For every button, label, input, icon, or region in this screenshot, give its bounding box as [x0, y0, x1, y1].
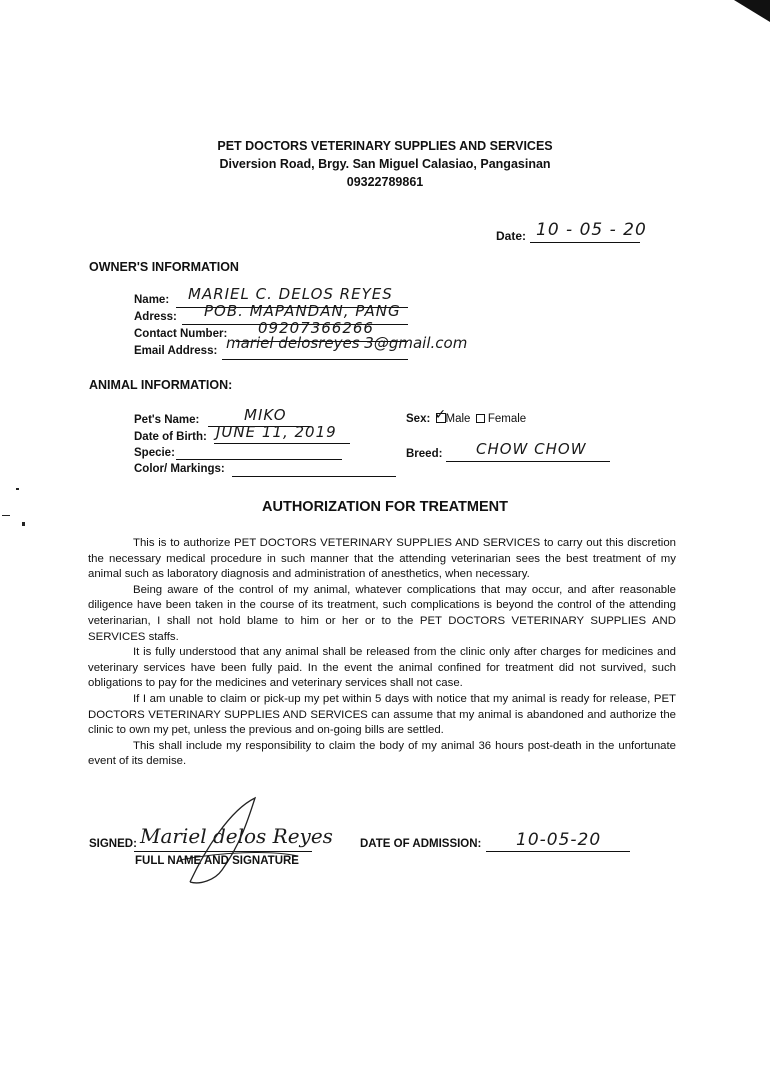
- authorization-paragraph: Being aware of the control of my animal, whatever complications that may occur, and after reasonable diligence have been taken in the course of its treatment, such complications is beyond the control of the attending veterinarian, I shall not hold blame to him or her or to the PET DOCTORS VETERINARY SUPPLIES AND SERVICES staffs.: [88, 583, 676, 643]
- breed-line: [446, 461, 610, 462]
- owner-contact-value: 09207366266: [258, 319, 374, 337]
- pet-name-value: MIKO: [244, 406, 287, 424]
- dob-line: [214, 443, 350, 444]
- admission-date-label: DATE OF ADMISSION:: [360, 838, 482, 850]
- owner-address-value: POB. MAPANDAN, PANG: [204, 302, 401, 320]
- owner-email-label: Email Address:: [134, 345, 218, 357]
- signature-flourish: [160, 790, 300, 890]
- sex-field: [406, 406, 527, 425]
- date-label: Date:: [496, 229, 527, 243]
- sex-male-checkbox[interactable]: [434, 406, 447, 423]
- owner-section-title: OWNER'S INFORMATION: [89, 260, 239, 274]
- pet-name-label: Pet's Name:: [134, 414, 200, 426]
- dob-value: JUNE 11, 2019: [216, 423, 337, 441]
- sex-male-label: Male: [445, 413, 471, 425]
- full-name-signature-label: FULL NAME AND SIGNATURE: [135, 855, 299, 867]
- owner-email-value: mariel delosreyes 3@gmail.com: [226, 334, 468, 352]
- signature-scrawl: Mariel delos Reyes: [140, 824, 333, 848]
- owner-contact-label: Contact Number:: [134, 328, 228, 340]
- scan-speck: [22, 522, 25, 526]
- color-line: [232, 476, 396, 477]
- owner-address-label: Adress:: [134, 311, 177, 323]
- clinic-phone: 09322789861: [346, 175, 424, 189]
- signed-label: SIGNED:: [89, 838, 137, 850]
- scan-corner-mark: [734, 0, 770, 22]
- admission-date-line: [486, 851, 630, 852]
- sex-female-label: Female: [487, 413, 527, 425]
- color-label: Color/ Markings:: [134, 463, 225, 475]
- authorization-paragraph: If I am unable to claim or pick-up my pet within 5 days with notice that my animal is ready for release, PET DOCTORS VETERINARY SUPPLIES AND SERVICES can assume that my animal is abandoned and authorize the clinic to own my pet, unless the previous and on-going bills are settled.: [88, 692, 676, 737]
- breed-label: Breed:: [406, 448, 443, 460]
- sex-female-checkbox[interactable]: [476, 414, 485, 423]
- scan-speck: [2, 515, 10, 516]
- authorization-paragraph: This is to authorize PET DOCTORS VETERINARY SUPPLIES AND SERVICES to carry out this discretion the necessary medical procedure in such manner that the attending veterinarian sees the best treatment of my animal such as laboratory diagnosis and administration of anesthetics, when necessary.: [88, 537, 676, 581]
- authorization-title: AUTHORIZATION FOR TREATMENT: [262, 499, 508, 515]
- authorization-body: [88, 536, 676, 770]
- owner-name-label: Name:: [134, 294, 170, 306]
- admission-date-value: 10-05-20: [516, 830, 602, 850]
- authorization-paragraph: It is fully understood that any animal shall be released from the clinic only after charges for medicines and veterinary services have been fully paid. In the event the animal confined for treatment did not survived, such obligations to pay for the medicines and veterinary services shall not case.: [88, 646, 676, 690]
- breed-value: CHOW CHOW: [476, 440, 587, 458]
- animal-section-title: ANIMAL INFORMATION:: [89, 378, 233, 392]
- clinic-address: Diversion Road, Brgy. San Miguel Calasiao, Pangasinan: [219, 157, 551, 171]
- check-mark-icon: ✓: [434, 406, 447, 422]
- date-value: 10 - 05 - 20: [536, 220, 647, 240]
- owner-email-line: [222, 359, 408, 360]
- scan-speck: [16, 488, 19, 490]
- sex-label: Sex:: [406, 413, 431, 425]
- specie-line: [176, 459, 342, 460]
- clinic-name: PET DOCTORS VETERINARY SUPPLIES AND SERVICES: [217, 139, 553, 153]
- dob-label: Date of Birth:: [134, 431, 207, 443]
- owner-name-value: MARIEL C. DELOS REYES: [188, 285, 393, 303]
- authorization-paragraph: This shall include my responsibility to claim the body of my animal 36 hours post-death in the unfortunate event of its demise.: [88, 739, 676, 768]
- specie-label: Specie:: [134, 447, 175, 459]
- date-line: [530, 242, 640, 243]
